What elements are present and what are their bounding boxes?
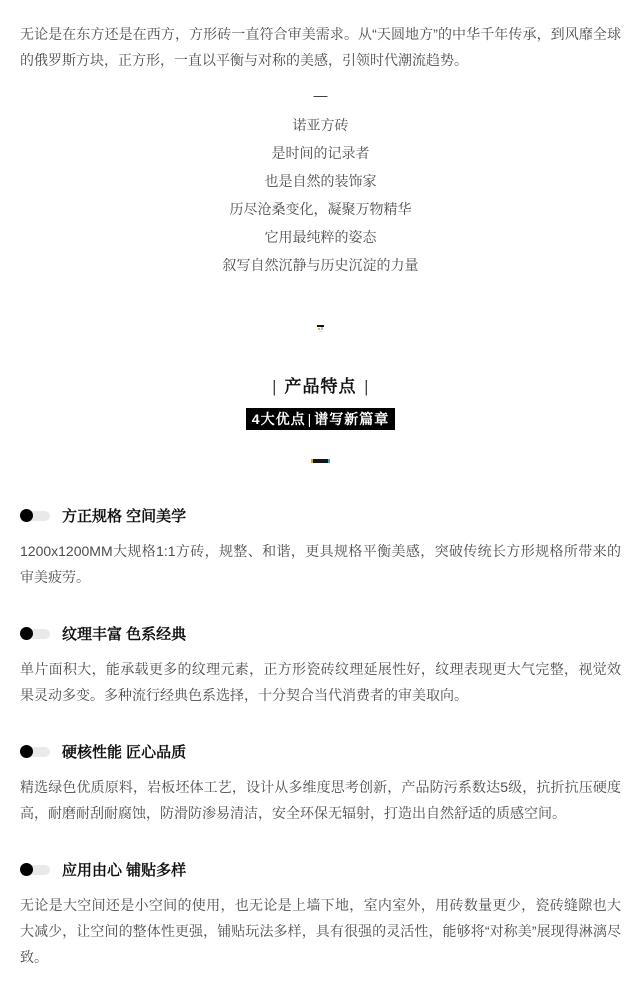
feature-heading — [20, 859, 621, 880]
badge-right-text: 谱写新篇章 — [314, 411, 390, 427]
tiny-image-gray-pixel — [319, 331, 322, 332]
badge-separator: | — [307, 411, 313, 427]
feature-item — [20, 859, 621, 970]
feature-heading — [20, 505, 621, 526]
section-title — [20, 372, 621, 397]
badge-left-text: 4大优点 — [251, 411, 306, 427]
feature-heading — [20, 623, 621, 644]
feature-title: 硬核性能 匠心品质 — [62, 744, 187, 761]
feature-item — [20, 505, 621, 590]
poem-line: 诺亚方砖 — [292, 117, 349, 133]
toggle-bullet-icon — [20, 863, 50, 876]
feature-body: 单片面积大，能承载更多的纹理元素，正方形瓷砖纹理延展性好，纹理表现更大气完整，视觉效果灵动多变。多种流行经典色系选择，十分契合当代消费者的审美取向。 — [20, 661, 621, 703]
poem-line: 也是自然的装饰家 — [264, 173, 377, 189]
feature-body: 精选绿色优质原料，岩板坯体工艺，设计从多维度思考创新，产品防污系数达5级，抗折抗压硬度高，耐磨耐刮耐腐蚀，防滑防渗易清洁，安全环保无辐射，打造出自然舒适的质感空间。 — [20, 779, 621, 821]
tiny-image-yellow-pixel — [318, 328, 320, 330]
em-dash-divider: — — [313, 87, 328, 103]
poem-block — [20, 111, 621, 279]
bullet-dot — [20, 745, 33, 758]
tiny-image-icon — [317, 323, 324, 333]
tiny-image-divider-row — [20, 323, 621, 333]
intro-paragraph: 无论是在东方还是在西方，方形砖一直符合审美需求。从“天圆地方”的中华千年传承，到风靡全球的俄罗斯方块，正方形，一直以平衡与对称的美感，引领时代潮流趋势。 — [20, 26, 621, 68]
section-title-text: 产品特点 — [284, 377, 357, 396]
feature-body: 1200x1200MM大规格1:1方砖，规整、和谐，更具规格平衡美感，突破传统长方形规格所带来的审美疲劳。 — [20, 543, 621, 585]
poem-line: 历尽沧桑变化，凝聚万物精华 — [229, 201, 412, 217]
bullet-dot — [20, 863, 33, 876]
toggle-bullet-icon — [20, 509, 50, 522]
bullet-dot — [20, 627, 33, 640]
poem-line: 叙写自然沉静与历史沉淀的力量 — [222, 257, 419, 273]
title-left-bar: | — [272, 377, 277, 396]
poem-line: 它用最纯粹的姿态 — [264, 229, 377, 245]
title-right-bar: | — [364, 377, 369, 396]
feature-body: 无论是大空间还是小空间的使用，也无论是上墙下地，室内室外，用砖数量更少，瓷砖缝隙也大大减少，让空间的整体性更强，铺贴玩法多样，具有很强的灵活性，能够将“对称美”展现得淋漓尽致。 — [20, 897, 621, 965]
feature-item — [20, 741, 621, 826]
poem-line: 是时间的记录者 — [271, 145, 370, 161]
toggle-bullet-icon — [20, 745, 50, 758]
gradient-divider-row — [20, 459, 621, 465]
feature-item — [20, 623, 621, 708]
feature-title: 应用由心 铺贴多样 — [62, 862, 187, 879]
toggle-bullet-icon — [20, 627, 50, 640]
feature-title: 纹理丰富 色系经典 — [62, 626, 187, 643]
badge-row — [20, 408, 621, 430]
tiny-image-blue-pixel — [321, 327, 323, 330]
bullet-dot — [20, 509, 33, 522]
gradient-divider-bar — [311, 459, 330, 463]
features-list — [20, 505, 621, 970]
feature-title: 方正规格 空间美学 — [62, 508, 187, 525]
features-badge — [246, 408, 395, 430]
feature-heading — [20, 741, 621, 762]
